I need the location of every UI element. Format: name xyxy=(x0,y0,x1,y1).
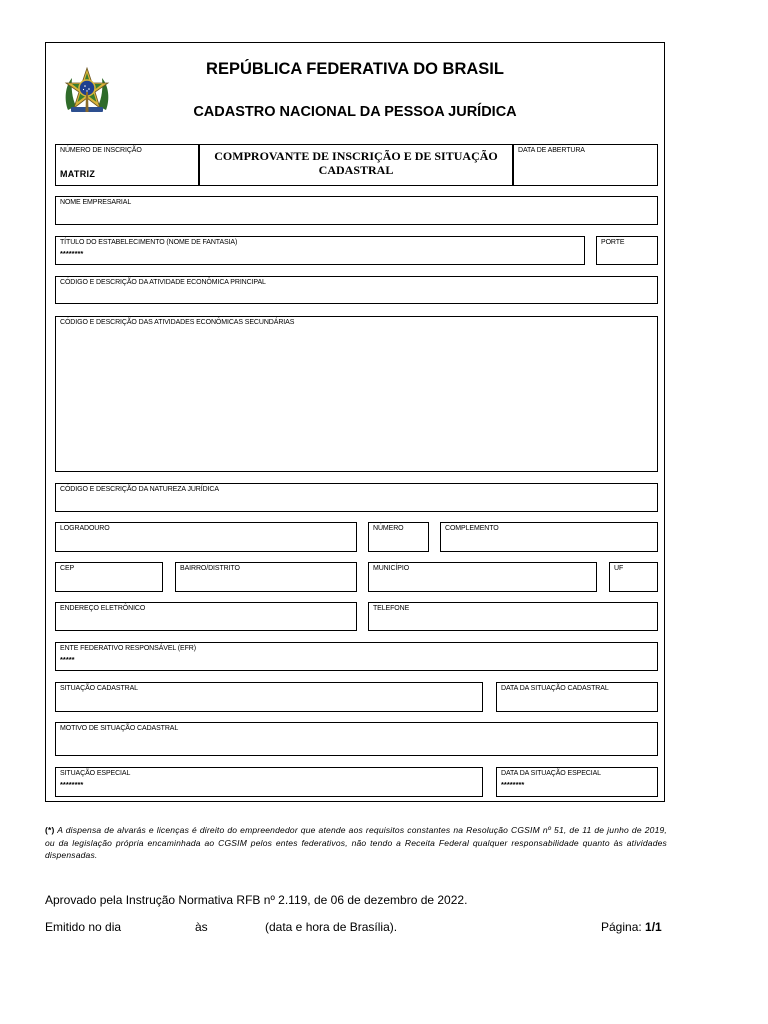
nome-empresarial-box xyxy=(55,196,658,225)
atividades-secundarias-box xyxy=(55,316,658,472)
numero-inscricao-box xyxy=(55,144,199,186)
field-label: SITUAÇÃO CADASTRAL xyxy=(60,685,138,692)
motivo-situacao-box xyxy=(55,722,658,756)
complemento-box xyxy=(440,522,658,552)
field-label: COMPLEMENTO xyxy=(445,525,499,532)
field-value: ******** xyxy=(60,249,84,258)
field-label: DATA DA SITUAÇÃO ESPECIAL xyxy=(501,770,601,777)
efr-box xyxy=(55,642,658,671)
field-label: NOME EMPRESARIAL xyxy=(60,199,132,206)
telefone-box xyxy=(368,602,658,631)
data-situacao-cadastral-box xyxy=(496,682,658,712)
numero-box xyxy=(368,522,429,552)
as-label: às xyxy=(195,920,208,934)
porte-box xyxy=(596,236,658,265)
natureza-juridica-box xyxy=(55,483,658,512)
field-label: DATA DE ABERTURA xyxy=(518,147,585,154)
brazil-coat-of-arms-icon xyxy=(62,66,112,116)
footer-note xyxy=(45,824,667,862)
field-value: ******** xyxy=(60,780,84,789)
field-label: MOTIVO DE SITUAÇÃO CADASTRAL xyxy=(60,725,179,732)
page-number xyxy=(601,920,662,934)
field-label: LOGRADOURO xyxy=(60,525,110,532)
field-label: CÓDIGO E DESCRIÇÃO DA NATUREZA JURÍDICA xyxy=(60,486,219,493)
uf-box xyxy=(609,562,658,592)
approval-text: Aprovado pela Instrução Normativa RFB nº 2.119, de 06 de dezembro de 2022. xyxy=(45,893,468,907)
document-title: REPÚBLICA FEDERATIVA DO BRASIL xyxy=(206,60,504,78)
field-label: CEP xyxy=(60,565,75,572)
bairro-box xyxy=(175,562,357,592)
comprovante-box xyxy=(199,144,513,186)
field-label: MUNICÍPIO xyxy=(373,565,410,572)
page-label: Página: xyxy=(601,920,642,934)
cep-box xyxy=(55,562,163,592)
field-label: NÚMERO xyxy=(373,525,404,532)
field-label: TELEFONE xyxy=(373,605,410,612)
field-label: ENDEREÇO ELETRÔNICO xyxy=(60,605,146,612)
document-subtitle: CADASTRO NACIONAL DA PESSOA JURÍDICA xyxy=(193,104,517,120)
field-value: ******** xyxy=(501,780,525,789)
data-abertura-box xyxy=(513,144,658,186)
note-marker: (*) xyxy=(45,825,55,835)
logradouro-box xyxy=(55,522,357,552)
municipio-box xyxy=(368,562,597,592)
atividade-principal-box xyxy=(55,276,658,304)
field-label: ENTE FEDERATIVO RESPONSÁVEL (EFR) xyxy=(60,645,196,652)
emitido-label: Emitido no dia xyxy=(45,920,122,934)
note-text: A dispensa de alvarás e licenças é direito do empreendedor que atende aos requisitos constantes na Resolução CGSIM nº 51, de 11 de junho de 2019, ou da legislação própria encaminhada ao CGSIM pelos entes federativos, não tendo a Receita Federal qualquer responsabilidade quanto às atividades dispensadas. xyxy=(45,825,667,860)
titulo-estabelecimento-box xyxy=(55,236,585,265)
matriz-value: MATRIZ xyxy=(60,169,96,179)
field-label: DATA DA SITUAÇÃO CADASTRAL xyxy=(501,685,609,692)
field-label: NÚMERO DE INSCRIÇÃO xyxy=(60,147,142,154)
situacao-especial-box xyxy=(55,767,483,797)
brasilia-label: (data e hora de Brasília). xyxy=(265,920,398,934)
field-label: BAIRRO/DISTRITO xyxy=(180,565,240,572)
field-label: CÓDIGO E DESCRIÇÃO DA ATIVIDADE ECONÔMICA PRINCIPAL xyxy=(60,279,266,286)
situacao-cadastral-box xyxy=(55,682,483,712)
endereco-eletronico-box xyxy=(55,602,357,631)
field-label: CÓDIGO E DESCRIÇÃO DAS ATIVIDADES ECONÔMICAS SECUNDÁRIAS xyxy=(60,319,295,326)
field-label: TÍTULO DO ESTABELECIMENTO (NOME DE FANTASIA) xyxy=(60,239,238,246)
field-label: PORTE xyxy=(601,239,625,246)
data-situacao-especial-box xyxy=(496,767,658,797)
field-value: ***** xyxy=(60,655,75,664)
comprovante-title: COMPROVANTE DE INSCRIÇÃO E DE SITUAÇÃO CADASTRAL xyxy=(214,149,498,177)
field-label: SITUAÇÃO ESPECIAL xyxy=(60,770,131,777)
page-value: 1/1 xyxy=(645,920,662,934)
field-label: UF xyxy=(614,565,624,572)
